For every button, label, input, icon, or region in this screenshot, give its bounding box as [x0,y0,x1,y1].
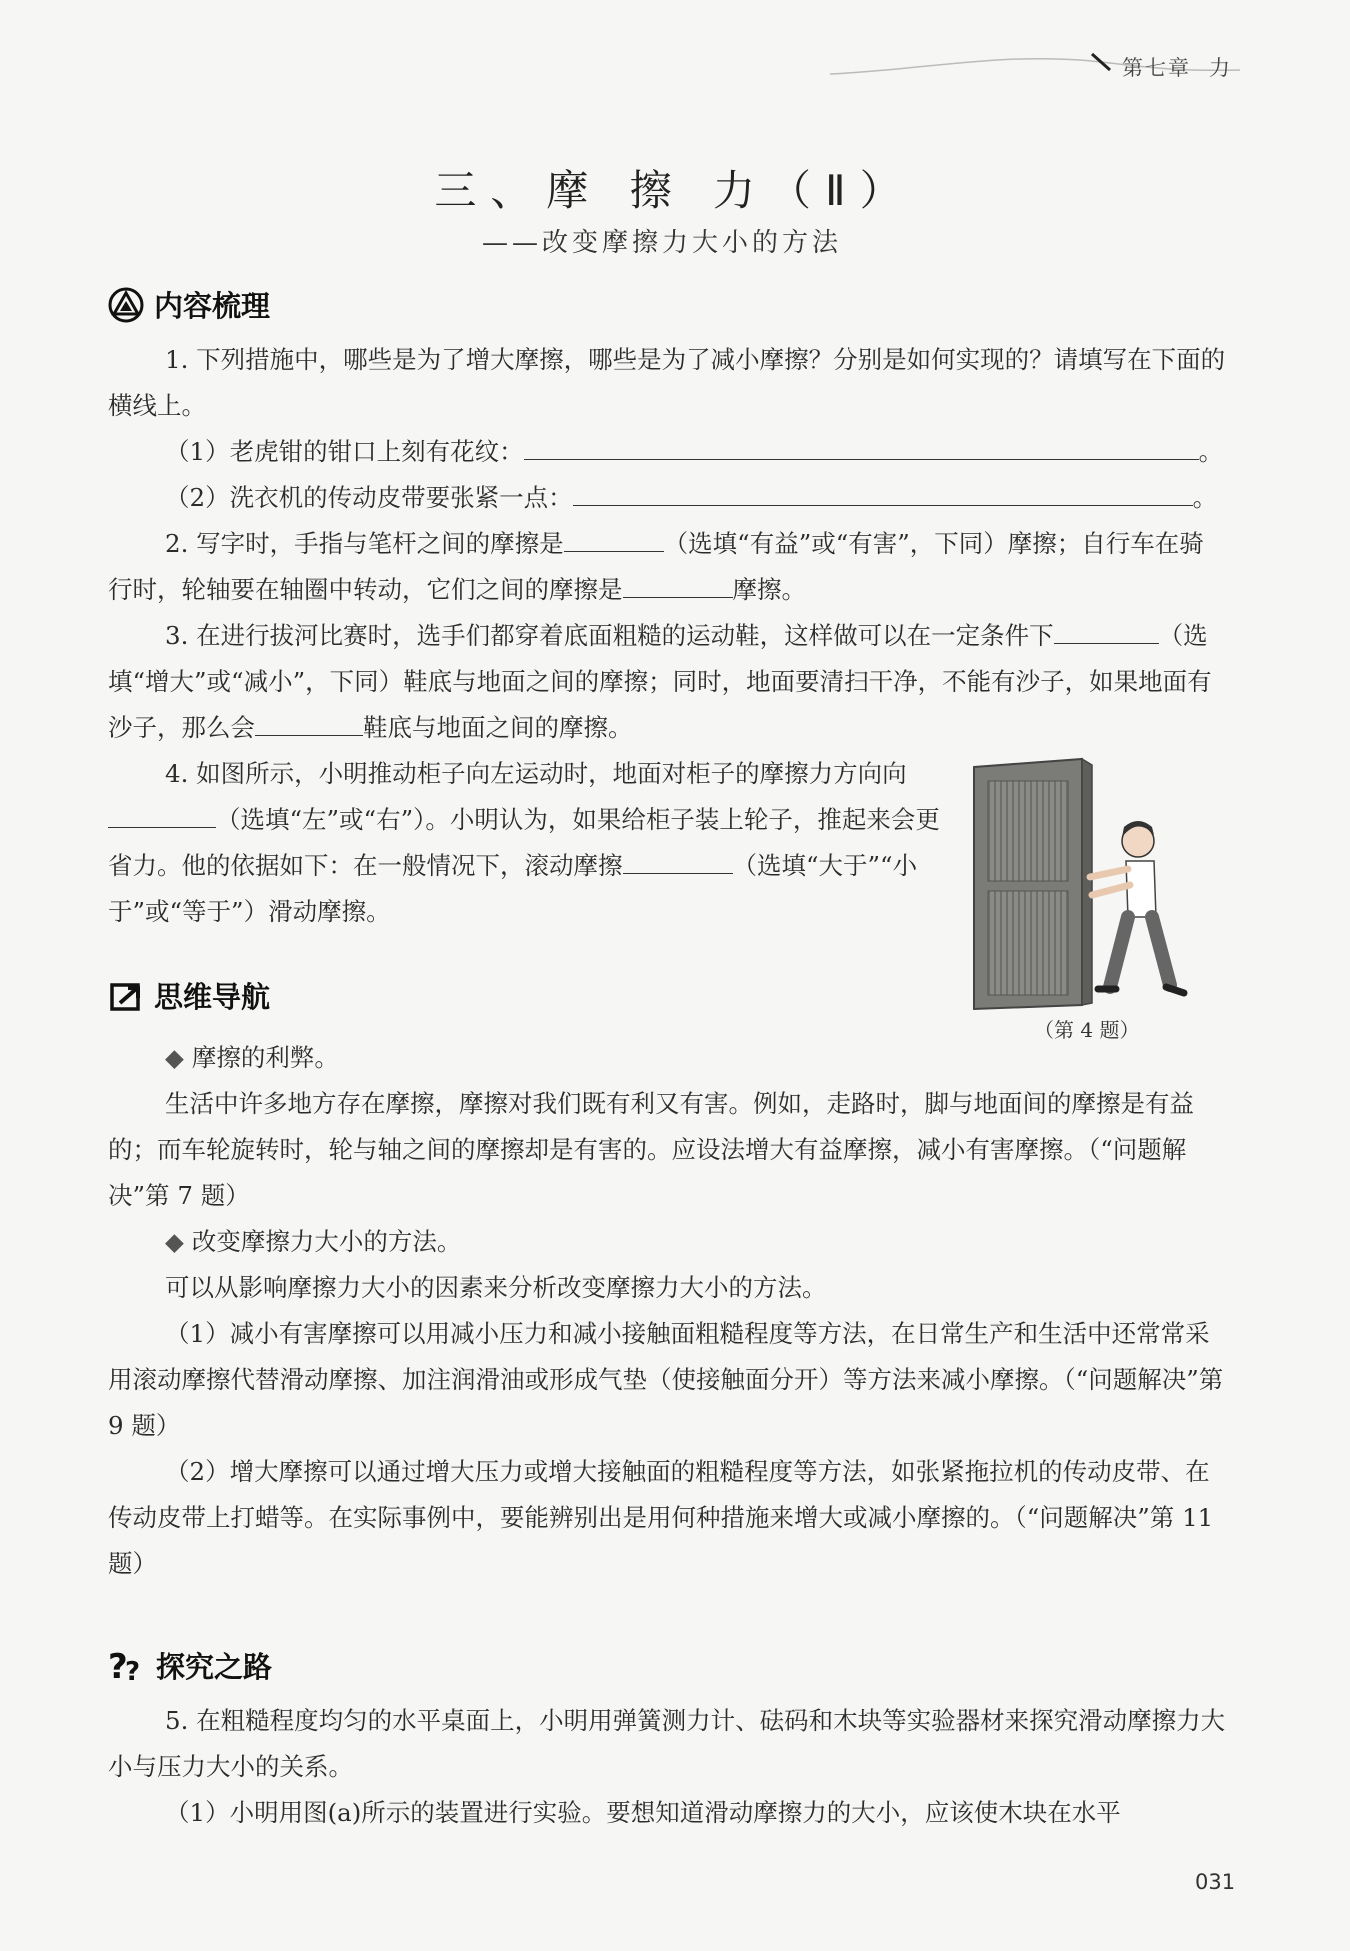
page-subtitle: ——改变摩擦力大小的方法 [482,228,843,258]
boy-figure [1090,821,1184,993]
q1-item2-text: （2）洗衣机的传动皮带要张紧一点： [165,483,573,512]
answer-blank[interactable] [524,433,1199,460]
q1-item1-text: （1）老虎钳的钳口上刻有花纹： [165,437,524,466]
answer-blank[interactable] [564,525,664,552]
nav-bullet-2 [165,1219,1283,1265]
question-5-stem: 5. 在粗糙程度均匀的水平桌面上，小明用弹簧测力计、砝码和木块等实验器材来探究滑动摩擦力大小与压力大小的关系。 [108,1706,1226,1781]
q3-part1: 3. 在进行拔河比赛时，选手们都穿着底面粗糙的运动鞋，这样做可以在一定条件下 [165,621,1054,650]
q3-part3: 鞋底与地面之间的摩擦。 [363,713,633,742]
page-number: 031 [1195,1870,1236,1894]
arrow-box-icon [108,979,144,1013]
answer-blank[interactable] [108,801,216,828]
nav-bullet-1-text: 摩擦的利弊。 [191,1043,339,1072]
nav-paragraph-3: （1）减小有害摩擦可以用减小压力和减小接触面粗糙程度等方法，在日常生产和生活中还常常采用滚动摩擦代替滑动摩擦、加注润滑油或形成气垫（使接触面分开）等方法来减小摩擦。（“问题解决”第 9 题） [108,1319,1224,1440]
q1-item2-end: 。 [1192,483,1218,512]
svg-text:?: ? [125,1656,141,1684]
q1-item1-end: 。 [1198,437,1224,466]
section-heading-content [108,284,270,325]
q4-part1: 4. 如图所示，小明推动柜子向左运动时，地面对柜子的摩擦力方向向 [165,759,907,788]
cabinet-shape [974,759,1092,1009]
answer-blank[interactable] [1054,617,1159,644]
answer-blank[interactable] [623,571,733,598]
section-heading-explore [108,1645,272,1686]
running-header [1122,52,1232,82]
nav-paragraph-1: 生活中许多地方存在摩擦，摩擦对我们既有利又有害。例如，走路时，脚与地面间的摩擦是有益的；而车轮旋转时，轮与轴之间的摩擦却是有害的。应设法增大有益摩擦，减小有害摩擦。（“问题解决”第 7 题） [108,1089,1194,1210]
answer-blank[interactable] [573,479,1193,506]
diamond-bullet-icon: ◆ [165,1227,184,1256]
q4-part3: （选填“大于”“小于”或“等于”）滑动摩擦。 [108,851,918,926]
nav-paragraph-2: 可以从影响摩擦力大小的因素来分析改变摩擦力大小的方法。 [165,1273,827,1302]
q4-figure-cabinet-push [970,757,1202,1027]
q2-part2: （选填“有益”或“有害”，下同）摩擦；自行车在骑行时，轮轴要在轴圈中转动，它们之间的摩擦是 [108,529,1204,604]
nav-bullet-1 [165,1035,1283,1081]
section-heading-navigation [108,975,270,1016]
question-2 [108,521,1226,613]
triangle-icon [108,287,144,323]
section-title-navigation: 思维导航 [154,980,271,1014]
answer-blank[interactable] [623,847,733,874]
header-chapter: 第七章 [1122,56,1191,80]
header-topic: 力 [1209,56,1232,80]
q4-part2: （选填“左”或“右”）。小明认为，如果给柜子装上轮子，推起来会更省力。他的依据如下：在一般情况下，滚动摩擦 [108,805,940,880]
question-5-item-1: （1）小明用图(a)所示的装置进行实验。要想知道滑动摩擦力的大小，应该使木块在水平 [165,1798,1121,1827]
q2-part3: 摩擦。 [732,575,806,604]
nav-paragraph-4: （2）增大摩擦可以通过增大压力或增大接触面的粗糙程度等方法，如张紧拖拉机的传动皮带、在传动皮带上打蜡等。在实际事例中，要能辨别出是用何种措施来增大或减小摩擦的。（“问题解决”第 11 题） [108,1457,1214,1578]
nav-bullet-2-text: 改变摩擦力大小的方法。 [191,1227,462,1256]
section-title-content: 内容梳理 [154,289,271,323]
svg-text:?: ? [108,1647,128,1684]
section-title-explore: 探究之路 [156,1650,273,1684]
question-3 [108,613,1226,751]
question-4 [108,751,956,935]
q2-part1: 2. 写字时，手指与笔杆之间的摩擦是 [165,529,564,558]
answer-blank[interactable] [255,709,363,736]
diamond-bullet-icon: ◆ [165,1043,184,1072]
question-1-item-2 [108,475,1226,521]
question-1-item-1 [108,429,1226,475]
question-mark-icon [108,1648,146,1684]
question-1-stem: 1. 下列措施中，哪些是为了增大摩擦，哪些是为了减小摩擦？分别是如何实现的？请填写在下面的横线上。 [108,345,1226,420]
page-title: 三、摩 擦 力（Ⅱ） [434,166,916,215]
q3-part2: （选填“增大”或“减小”，下同）鞋底与地面之间的摩擦；同时，地面要清扫干净，不能有沙子，如果地面有沙子，那么会 [108,621,1212,742]
figure-caption: （第 4 题） [1034,1018,1140,1042]
